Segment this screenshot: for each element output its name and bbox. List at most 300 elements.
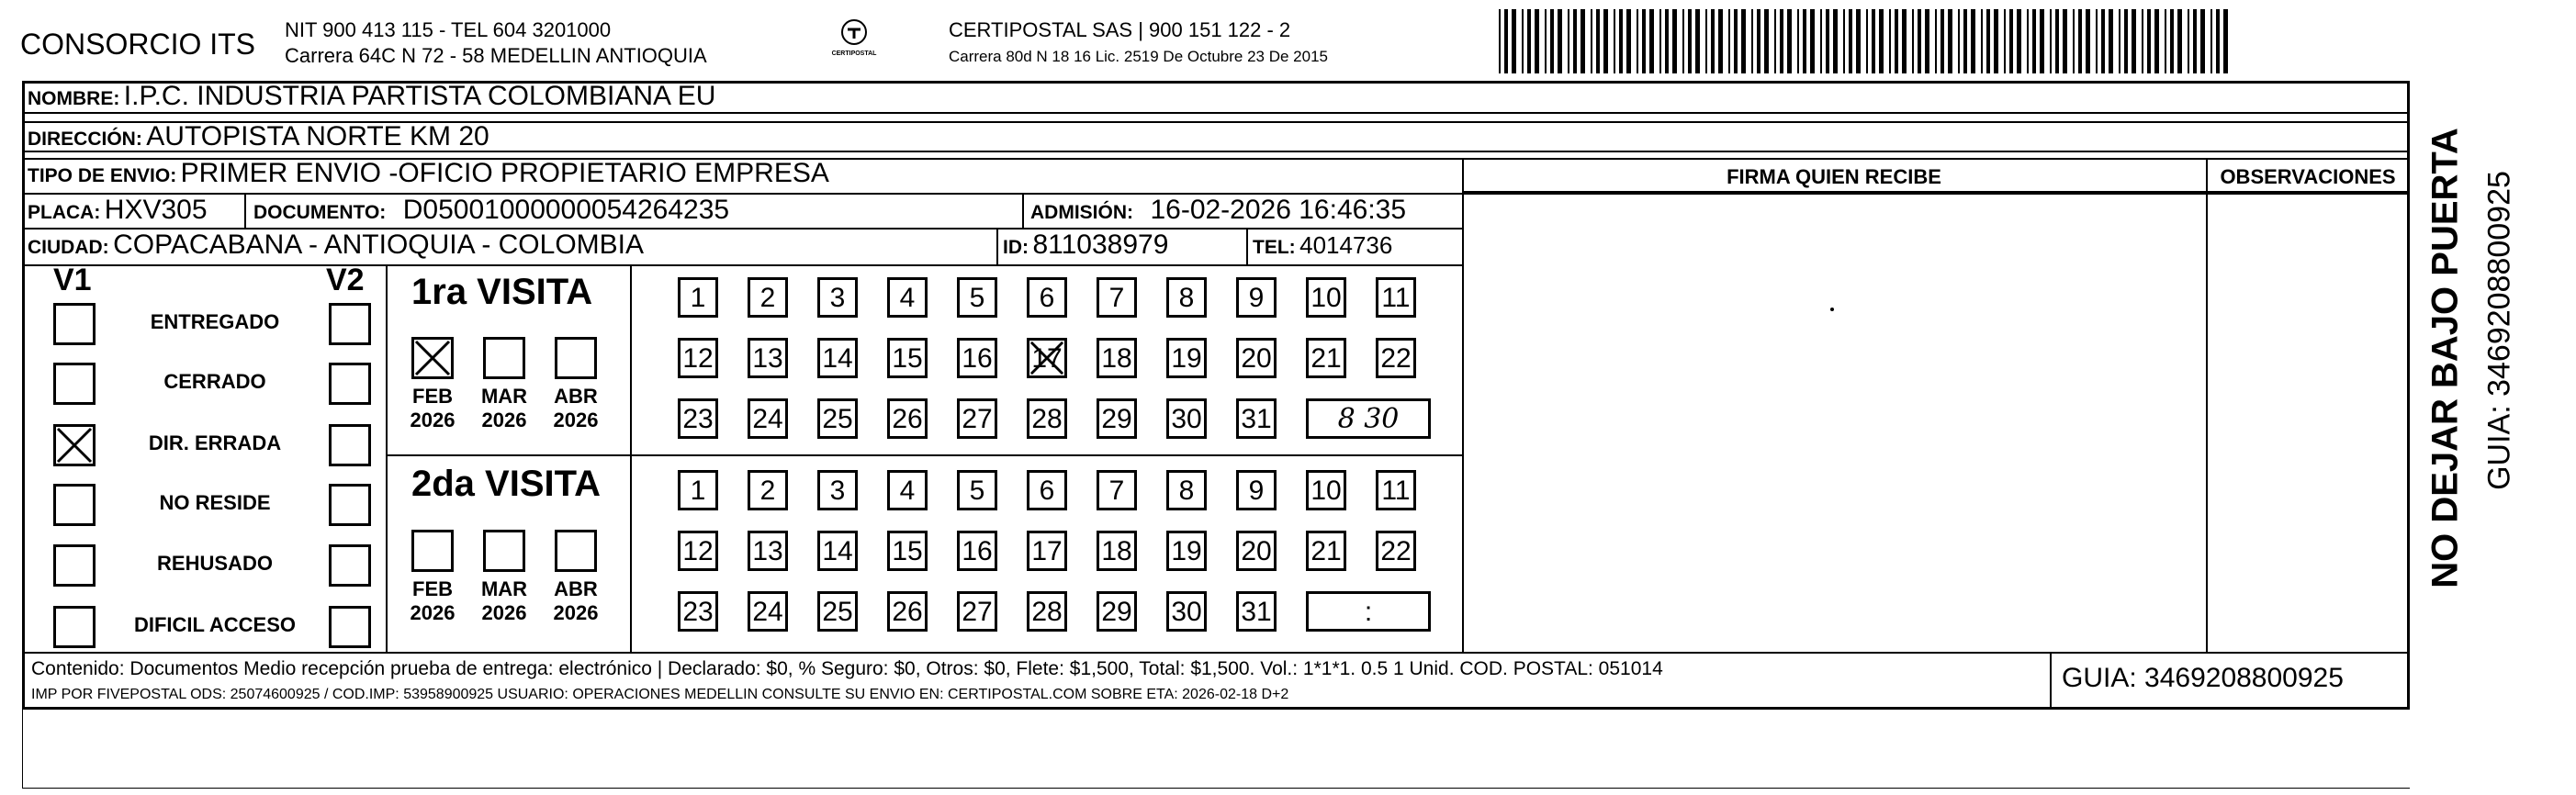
day-number: 17	[1031, 343, 1063, 374]
day-number: 6	[1039, 283, 1055, 313]
barcode-bar	[1958, 9, 1960, 73]
id-row	[1003, 230, 1168, 261]
month-label: MAR 2026	[480, 385, 528, 431]
side-warning: NO DEJAR BAJO PUERTA	[2424, 128, 2466, 588]
day-box[interactable]	[1166, 338, 1207, 378]
day-number: 31	[1241, 597, 1272, 627]
barcode-bar	[2017, 9, 2021, 73]
placa-value: HXV305	[104, 195, 208, 225]
day-box[interactable]	[1376, 338, 1416, 378]
barcode-bar	[1826, 9, 1829, 73]
admision-label: ADMISIÓN:	[1030, 202, 1133, 223]
observaciones-label: OBSERVACIONES	[2220, 165, 2396, 188]
day-number: 16	[962, 343, 993, 374]
day-number: 2	[759, 283, 776, 313]
day-number: 15	[892, 536, 923, 566]
month-label: ABR 2026	[553, 385, 599, 431]
day-box[interactable]	[817, 470, 858, 510]
barcode-graphic	[1499, 9, 2232, 73]
day-box[interactable]	[748, 277, 788, 318]
visita1-title: 1ra VISITA	[411, 272, 593, 312]
certipostal-logo-icon	[840, 18, 868, 46]
courier-address: Carrera 80d N 18 16 Lic. 2519 De Octubre 23 De 2015	[949, 48, 1328, 65]
barcode-bar	[2223, 9, 2228, 73]
barcode-bar	[1963, 9, 1967, 73]
barcode-bar	[1591, 9, 1592, 73]
day-box[interactable]	[817, 338, 858, 378]
day-box[interactable]	[1306, 277, 1346, 318]
v2-checkbox[interactable]	[329, 544, 371, 587]
barcode-bar	[1734, 9, 1738, 73]
reason-label: ENTREGADO	[150, 310, 280, 333]
reason-label: REHUSADO	[157, 552, 273, 575]
nombre-row	[28, 81, 715, 112]
barcode-bar	[2188, 9, 2189, 73]
barcode-bar	[2200, 9, 2205, 73]
barcode-bar	[2040, 9, 2044, 73]
barcode-bar	[1568, 9, 1569, 73]
visita2-title: 2da VISITA	[411, 464, 601, 504]
ciudad-value: COPACABANA - ANTIOQUIA - COLOMBIA	[113, 230, 645, 260]
tipo-row	[28, 158, 829, 189]
day-box[interactable]	[748, 591, 788, 632]
day-number: 23	[682, 404, 714, 434]
barcode-bar	[1935, 9, 1937, 73]
day-number: 29	[1101, 404, 1132, 434]
barcode-bar	[2009, 9, 2013, 73]
barcode-bar	[1512, 9, 1516, 73]
v1-checkbox[interactable]	[53, 544, 96, 587]
day-box[interactable]	[887, 338, 928, 378]
cross-mark-icon	[1029, 341, 1064, 375]
tipo-label: TIPO DE ENVIO:	[28, 165, 177, 186]
tel-label: TEL:	[1253, 237, 1296, 258]
day-number: 12	[682, 343, 714, 374]
barcode-bar	[1889, 9, 1891, 73]
barcode-bar	[1940, 9, 1944, 73]
day-number: 3	[829, 283, 846, 313]
day-box[interactable]	[748, 531, 788, 571]
barcode-bar	[2004, 9, 2006, 73]
v1-checkbox[interactable]	[53, 606, 96, 648]
barcode-bar	[2063, 9, 2067, 73]
day-box[interactable]	[957, 531, 997, 571]
barcode-bar	[1925, 9, 1929, 73]
company-address: Carrera 64C N 72 - 58 MEDELLIN ANTIOQUIA	[285, 44, 707, 67]
barcode-bar	[1741, 9, 1746, 73]
barcode-bar	[1866, 9, 1868, 73]
footer-imp: IMP POR FIVEPOSTAL ODS: 25074600925 / COD.IMP: 53958900925 USUARIO: OPERACIONES MEDELLIN CONSULTE SU ENVIO EN: CERTIPOSTAL.COM SOBRE ETA: 2026-02-18 D+2	[31, 687, 1289, 702]
barcode-bar	[2216, 9, 2220, 73]
ciudad-row	[28, 230, 644, 261]
month-checkbox[interactable]	[483, 337, 525, 379]
tipo-value: PRIMER ENVIO -OFICIO PROPIETARIO EMPRESA	[180, 158, 829, 188]
barcode-bar	[1642, 9, 1646, 73]
month-checkbox[interactable]	[555, 530, 597, 572]
barcode-bar	[2210, 9, 2212, 73]
day-number: 15	[892, 343, 923, 374]
barcode-bar	[1833, 9, 1838, 73]
day-number: 4	[899, 476, 916, 506]
documento-label: DOCUMENTO:	[253, 202, 387, 223]
day-box[interactable]	[817, 277, 858, 318]
barcode-bar	[1637, 9, 1638, 73]
barcode-bar	[2078, 9, 2082, 73]
day-box[interactable]	[1166, 591, 1207, 632]
day-box[interactable]	[1027, 277, 1067, 318]
barcode-bar	[2096, 9, 2098, 73]
barcode-bar	[1879, 9, 1884, 73]
v1-checkbox[interactable]	[53, 363, 96, 405]
day-number: 22	[1380, 343, 1412, 374]
barcode-bar	[2101, 9, 2105, 73]
day-box[interactable]	[887, 277, 928, 318]
day-number: 28	[1031, 597, 1063, 627]
barcode	[1499, 9, 2232, 73]
admision-value: 16-02-2026 16:46:35	[1150, 195, 1407, 225]
barcode-bar	[2086, 9, 2090, 73]
barcode-bar	[1499, 9, 1501, 73]
day-number: 9	[1248, 283, 1265, 313]
time-field[interactable]: 8 30	[1306, 398, 1431, 439]
day-box[interactable]	[957, 398, 997, 439]
month-checkbox[interactable]	[411, 337, 454, 379]
day-number: 7	[1108, 283, 1125, 313]
barcode-bar	[1912, 9, 1914, 73]
footer-contenido: Contenido: Documentos Medio recepción prueba de entrega: electrónico | Declarado: $0, % Seguro: $0, Otros: $0, Flete: $1,500, Total: $1,500. Vol.: 1*1*1. 0.5 1 Unid. COD. POSTAL: 051014	[31, 658, 1663, 679]
barcode-bar	[1545, 9, 1547, 73]
placa-label: PLACA:	[28, 202, 101, 223]
day-number: 26	[892, 597, 923, 627]
barcode-bar	[1856, 9, 1861, 73]
month-label: ABR 2026	[553, 577, 599, 624]
day-box[interactable]	[678, 470, 718, 510]
barcode-bar	[2109, 9, 2113, 73]
month-label: MAR 2026	[480, 577, 528, 624]
day-number: 24	[752, 597, 783, 627]
barcode-bar	[1774, 9, 1776, 73]
barcode-bar	[1843, 9, 1845, 73]
nombre-label: NOMBRE:	[28, 88, 120, 109]
barcode-bar	[2170, 9, 2174, 73]
day-number: 10	[1310, 476, 1342, 506]
signature-dot	[1830, 308, 1834, 311]
placa-row	[28, 195, 208, 226]
day-box[interactable]	[1376, 277, 1416, 318]
barcode-bar	[1718, 9, 1723, 73]
day-box[interactable]	[1166, 470, 1207, 510]
day-box[interactable]	[887, 591, 928, 632]
v2-checkbox[interactable]	[329, 484, 371, 526]
v1-checkbox[interactable]	[53, 424, 96, 466]
day-box[interactable]	[1027, 470, 1067, 510]
firma-label: FIRMA QUIEN RECIBE	[1727, 165, 1941, 188]
barcode-bar	[1558, 9, 1562, 73]
day-number: 16	[962, 536, 993, 566]
day-number: 9	[1248, 476, 1265, 506]
barcode-bar	[2193, 9, 2197, 73]
barcode-bar	[2177, 9, 2182, 73]
direccion-value: AUTOPISTA NORTE KM 20	[146, 121, 489, 151]
barcode-bar	[2119, 9, 2120, 73]
day-box[interactable]	[1236, 531, 1277, 571]
barcode-bar	[1711, 9, 1715, 73]
day-box[interactable]	[887, 531, 928, 571]
day-box[interactable]	[1236, 277, 1277, 318]
day-box[interactable]	[1236, 591, 1277, 632]
barcode-bar	[1948, 9, 1952, 73]
reason-label: NO RESIDE	[159, 491, 271, 514]
barcode-bar	[2073, 9, 2075, 73]
barcode-bar	[1971, 9, 1975, 73]
day-box[interactable]	[1027, 531, 1067, 571]
barcode-bar	[1695, 9, 1700, 73]
month-checkbox[interactable]	[555, 337, 597, 379]
barcode-bar	[1522, 9, 1524, 73]
direccion-label: DIRECCIÓN:	[28, 129, 142, 150]
v2-checkbox[interactable]	[329, 303, 371, 345]
barcode-bar	[1849, 9, 1852, 73]
barcode-bar	[1550, 9, 1554, 73]
day-box[interactable]	[1236, 338, 1277, 378]
v2-checkbox[interactable]	[329, 363, 371, 405]
day-box[interactable]	[957, 591, 997, 632]
tel-row	[1253, 231, 1392, 260]
day-number: 2	[759, 476, 776, 506]
day-number: 1	[690, 283, 706, 313]
day-number: 26	[892, 404, 923, 434]
day-box[interactable]	[678, 277, 718, 318]
day-number: 6	[1039, 476, 1055, 506]
day-number: 21	[1310, 343, 1342, 374]
id-value: 811038979	[1032, 230, 1169, 260]
barcode-bar	[2154, 9, 2159, 73]
id-label: ID:	[1003, 237, 1029, 258]
barcode-bar	[1705, 9, 1707, 73]
day-box[interactable]	[957, 338, 997, 378]
day-box[interactable]	[1166, 277, 1207, 318]
barcode-bar	[1688, 9, 1692, 73]
barcode-bar	[1672, 9, 1677, 73]
barcode-bar	[1895, 9, 1898, 73]
day-box[interactable]	[887, 470, 928, 510]
day-number: 11	[1381, 476, 1411, 506]
month-label: FEB 2026	[410, 385, 456, 431]
side-guia: GUIA: 3469208800925	[2481, 171, 2517, 490]
day-number: 5	[969, 283, 985, 313]
day-box[interactable]	[1306, 338, 1346, 378]
v1-checkbox[interactable]	[53, 484, 96, 526]
day-number: 27	[962, 404, 993, 434]
day-number: 22	[1380, 536, 1412, 566]
certipostal-logo: CERTIPOSTAL	[831, 18, 877, 57]
barcode-bar	[1810, 9, 1815, 73]
v1-label: V1	[53, 263, 92, 297]
barcode-bar	[2147, 9, 2151, 73]
v2-checkbox[interactable]	[329, 424, 371, 466]
day-box[interactable]	[1097, 591, 1137, 632]
day-number: 19	[1171, 536, 1202, 566]
day-number: 25	[822, 404, 853, 434]
direccion-row	[28, 121, 489, 152]
documento-row	[253, 195, 729, 226]
reason-label: DIR. ERRADA	[148, 431, 282, 454]
day-number: 17	[1031, 536, 1063, 566]
day-number: 1	[690, 476, 706, 506]
day-number: 5	[969, 476, 985, 506]
cross-mark-icon	[56, 427, 93, 464]
day-number: 3	[829, 476, 846, 506]
barcode-bar	[1504, 9, 1508, 73]
day-number: 30	[1171, 597, 1202, 627]
day-box[interactable]	[887, 398, 928, 439]
day-number: 27	[962, 597, 993, 627]
barcode-bar	[2165, 9, 2166, 73]
day-box[interactable]	[678, 591, 718, 632]
barcode-bar	[1872, 9, 1875, 73]
barcode-bar	[2132, 9, 2136, 73]
reason-label: DIFICIL ACCESO	[133, 613, 296, 636]
day-number: 20	[1241, 536, 1272, 566]
day-box[interactable]	[1166, 398, 1207, 439]
barcode-bar	[1649, 9, 1654, 73]
barcode-bar	[1626, 9, 1631, 73]
company-nit: NIT 900 413 115 - TEL 604 3201000	[285, 18, 612, 41]
barcode-bar	[1986, 9, 1990, 73]
day-number: 13	[752, 536, 783, 566]
barcode-bar	[1820, 9, 1822, 73]
day-box[interactable]	[748, 338, 788, 378]
documento-value: D05001000000054264235	[402, 195, 730, 225]
day-box[interactable]	[817, 531, 858, 571]
day-number: 25	[822, 597, 853, 627]
day-box[interactable]	[1376, 470, 1416, 510]
barcode-bar	[1619, 9, 1623, 73]
reason-label: CERRADO	[163, 370, 266, 393]
v2-label: V2	[326, 263, 365, 297]
day-box[interactable]	[817, 591, 858, 632]
day-box[interactable]	[957, 470, 997, 510]
barcode-bar	[1787, 9, 1792, 73]
barcode-bar	[2050, 9, 2052, 73]
month-checkbox[interactable]	[483, 530, 525, 572]
company-name: CONSORCIO ITS	[20, 28, 256, 61]
barcode-bar	[1659, 9, 1661, 73]
signature-area[interactable]	[1464, 193, 2204, 650]
day-box[interactable]	[1097, 531, 1137, 571]
day-box[interactable]	[1236, 470, 1277, 510]
day-box[interactable]	[1027, 591, 1067, 632]
day-box[interactable]	[678, 531, 718, 571]
day-number: 12	[682, 536, 714, 566]
day-number: 24	[752, 404, 783, 434]
barcode-bar	[1994, 9, 1998, 73]
barcode-bar	[2027, 9, 2029, 73]
day-number: 13	[752, 343, 783, 374]
month-label: FEB 2026	[410, 577, 456, 624]
day-box[interactable]	[678, 338, 718, 378]
day-box[interactable]	[1027, 398, 1067, 439]
day-number: 31	[1241, 404, 1272, 434]
barcode-bar	[2142, 9, 2143, 73]
barcode-bar	[1728, 9, 1730, 73]
nombre-value: I.P.C. INDUSTRIA PARTISTA COLOMBIANA EU	[123, 81, 716, 111]
day-box[interactable]	[748, 398, 788, 439]
barcode-bar	[1981, 9, 1983, 73]
time-field[interactable]: :	[1306, 591, 1431, 632]
barcode-bar	[1603, 9, 1608, 73]
day-box[interactable]	[1236, 398, 1277, 439]
day-number: 14	[822, 343, 853, 374]
courier-name: CERTIPOSTAL SAS | 900 151 122 - 2	[949, 18, 1291, 41]
day-box[interactable]	[1097, 277, 1137, 318]
barcode-bar	[2055, 9, 2059, 73]
day-number: 20	[1241, 343, 1272, 374]
barcode-bar	[1918, 9, 1921, 73]
barcode-bar	[1757, 9, 1760, 73]
day-box[interactable]	[748, 470, 788, 510]
day-number: 19	[1171, 343, 1202, 374]
barcode-bar	[1751, 9, 1753, 73]
v1-checkbox[interactable]	[53, 303, 96, 345]
day-number: 14	[822, 536, 853, 566]
day-number: 30	[1171, 404, 1202, 434]
day-number: 11	[1381, 283, 1411, 313]
day-number: 8	[1178, 283, 1195, 313]
observaciones-area[interactable]	[2208, 193, 2408, 650]
admision-row	[1030, 195, 1406, 226]
barcode-bar	[1803, 9, 1806, 73]
day-box[interactable]	[1097, 338, 1137, 378]
day-number: 29	[1101, 597, 1132, 627]
barcode-bar	[1780, 9, 1783, 73]
day-number: 4	[899, 283, 916, 313]
footer-guia: GUIA: 3469208800925	[2062, 663, 2344, 693]
day-box[interactable]	[1027, 338, 1067, 378]
day-box[interactable]	[817, 398, 858, 439]
ciudad-label: CIUDAD:	[28, 237, 109, 258]
day-box[interactable]	[1097, 398, 1137, 439]
day-number: 21	[1310, 536, 1342, 566]
cross-mark-icon	[414, 340, 451, 376]
barcode-bar	[1535, 9, 1539, 73]
day-number: 18	[1101, 343, 1132, 374]
barcode-bar	[1797, 9, 1799, 73]
barcode-bar	[1580, 9, 1585, 73]
day-box[interactable]	[1306, 531, 1346, 571]
day-box[interactable]	[1306, 470, 1346, 510]
day-box[interactable]	[1166, 531, 1207, 571]
barcode-bar	[1764, 9, 1769, 73]
day-number: 8	[1178, 476, 1195, 506]
month-checkbox[interactable]	[411, 530, 454, 572]
barcode-bar	[1573, 9, 1577, 73]
tel-value: 4014736	[1299, 231, 1393, 259]
barcode-bar	[2124, 9, 2128, 73]
day-number: 23	[682, 597, 714, 627]
barcode-bar	[2032, 9, 2036, 73]
day-number: 28	[1031, 404, 1063, 434]
barcode-bar	[1596, 9, 1600, 73]
barcode-bar	[1902, 9, 1907, 73]
day-box[interactable]	[1097, 470, 1137, 510]
day-box[interactable]	[957, 277, 997, 318]
day-box[interactable]	[678, 398, 718, 439]
day-box[interactable]	[1376, 531, 1416, 571]
v2-checkbox[interactable]	[329, 606, 371, 648]
barcode-bar	[1665, 9, 1669, 73]
day-number: 18	[1101, 536, 1132, 566]
